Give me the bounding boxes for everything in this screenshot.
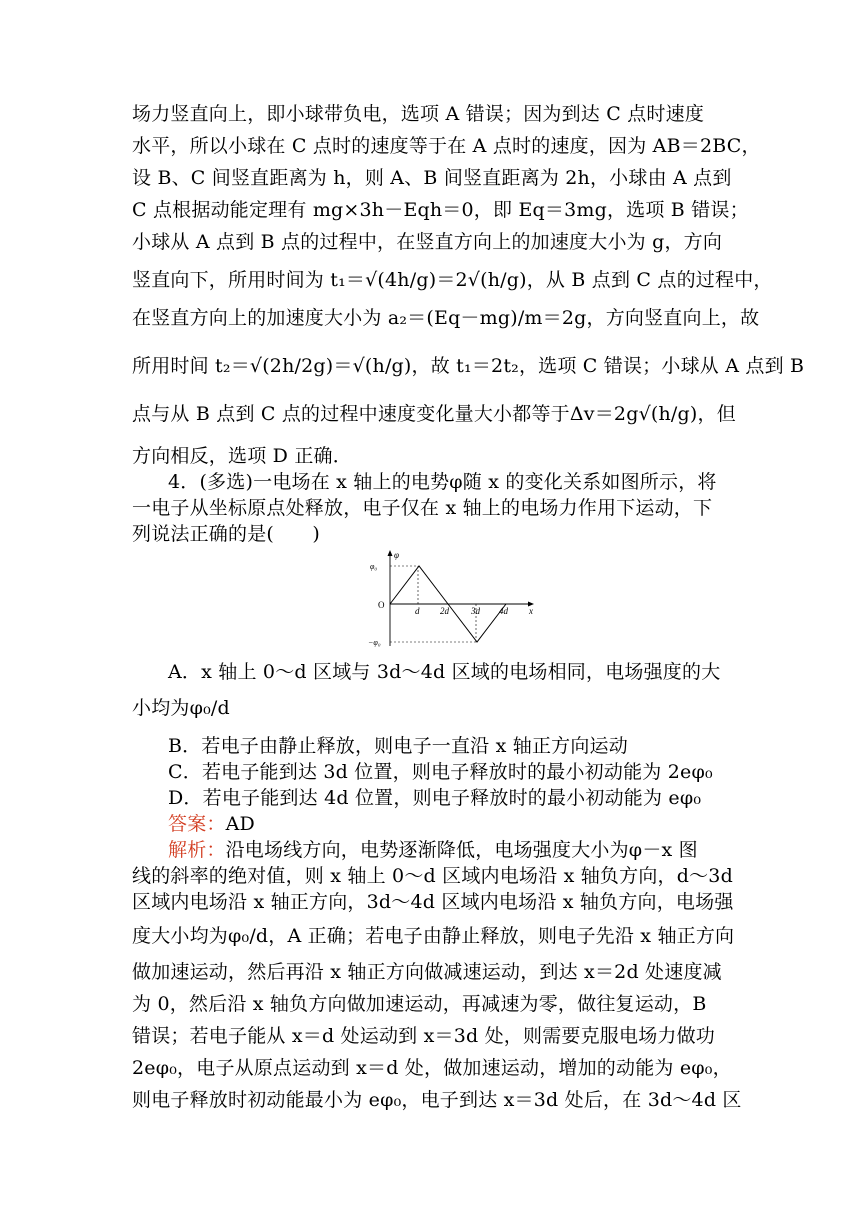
explanation-line: 则电子释放时初动能最小为 eφ₀，电子到达 x＝3d 处后，在 3d～4d 区 (132, 1089, 742, 1111)
option-a-line: 小均为φ₀/d (132, 697, 230, 719)
answer-value: AD (225, 813, 255, 835)
text-line: 场力竖直向上，即小球带负电，选项 A 错误；因为到达 C 点时速度 (132, 103, 705, 125)
tick-3d: 3d (471, 606, 480, 616)
phi-x-graph (368, 546, 536, 652)
explanation-line: 区域内电场沿 x 轴正方向，3d～4d 区域内电场沿 x 轴负方向，电场强 (132, 891, 734, 913)
tick-4d: 4d (499, 606, 508, 616)
question-line: 4．(多选)一电场在 x 轴上的电势φ随 x 的变化关系如图所示，将 (168, 471, 717, 493)
tick-2d: 2d (440, 606, 449, 616)
phi-x-graph-svg (368, 546, 536, 652)
y-axis-arrow (388, 550, 393, 556)
explanation-line: 线的斜率的绝对值，则 x 轴上 0～d 区域内电场沿 x 轴负方向，d～3d (132, 865, 733, 887)
phi-axis-label: φ (394, 550, 399, 560)
text-line: 在竖直方向上的加速度大小为 a₂＝(Eq－mg)/m＝2g，方向竖直向上，故 (132, 307, 760, 329)
option-d: D．若电子能到达 4d 位置，则电子释放时的最小初动能为 eφ₀ (168, 787, 702, 809)
text-line: 点与从 B 点到 C 点的过程中速度变化量大小都等于Δv＝2g√(h/g)，但 (132, 403, 736, 425)
explanation-label: 解析： (168, 839, 226, 861)
option-c: C．若电子能到达 3d 位置，则电子释放时的最小初动能为 2eφ₀ (168, 761, 713, 783)
text-line: 设 B、C 间竖直距离为 h，则 A、B 间竖直距离为 2h，小球由 A 点到 (132, 167, 732, 189)
explanation-line: 做加速运动，然后再沿 x 轴正方向做减速运动，到达 x＝2d 处速度减 (132, 961, 722, 983)
text-line: 竖直向下，所用时间为 t₁＝√(4h/g)＝2√(h/g)，从 B 点到 C 点的过程中， (132, 269, 773, 291)
explanation-line: 为 0，然后沿 x 轴负方向做加速运动，再减速为零，做往复运动，B (132, 993, 707, 1015)
text-line: 水平，所以小球在 C 点时的速度等于在 A 点时的速度，因为 AB＝2BC， (132, 135, 761, 157)
question-line: 一电子从坐标原点处释放，电子仅在 x 轴上的电场力作用下运动，下 (132, 497, 713, 519)
option-b: B．若电子由静止释放，则电子一直沿 x 轴正方向运动 (168, 735, 628, 757)
text-line: C 点根据动能定理有 mg×3h－Eqh＝0，即 Eq＝3mg，选项 B 错误； (132, 199, 749, 221)
explanation-text: 沿电场线方向，电势逐渐降低，电场强度大小为φ－x 图 (225, 839, 698, 861)
phi0-label: φ₀ (370, 562, 378, 571)
explanation-line: 错误；若电子能从 x＝d 处运动到 x＝3d 处，则需要克服电场力做功 (132, 1025, 716, 1047)
answer-line (168, 812, 768, 836)
answer-label: 答案： (168, 813, 226, 835)
text-line: 方向相反，选项 D 正确． (132, 445, 352, 467)
origin-label: O (378, 600, 385, 610)
option-a-line: A．x 轴上 0～d 区域与 3d～4d 区域的电场相同，电场强度的大 (168, 661, 721, 683)
explanation-line (168, 838, 768, 862)
question-line: 列说法正确的是( ) (132, 523, 321, 545)
tick-d: d (415, 606, 420, 616)
neg-phi0-label: −φ₀ (368, 638, 381, 647)
text-line: 小球从 A 点到 B 点的过程中，在竖直方向上的加速度大小为 g，方向 (132, 231, 723, 253)
explanation-line: 2eφ₀，电子从原点运动到 x＝d 处，做加速运动，增加的动能为 eφ₀， (132, 1057, 732, 1079)
text-line: 所用时间 t₂＝√(2h/2g)＝√(h/g)，故 t₁＝2t₂，选项 C 错误；小球从 A 点到 B (132, 355, 805, 377)
explanation-line: 度大小均为φ₀/d，A 正确；若电子由静止释放，则电子先沿 x 轴正方向 (132, 925, 735, 947)
x-axis-label: x (529, 606, 533, 616)
